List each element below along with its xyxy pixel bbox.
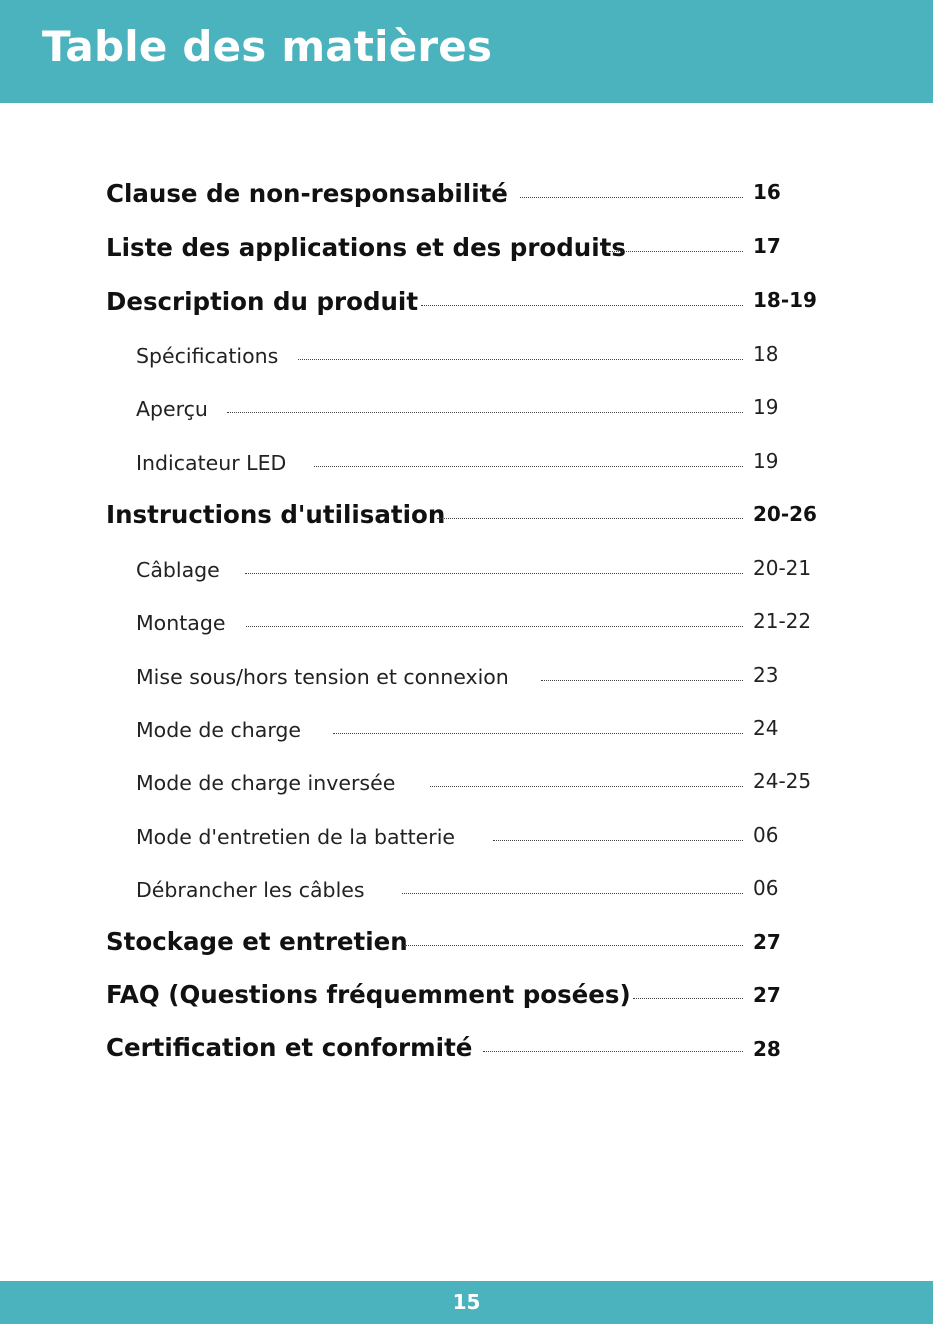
toc-entry-label: FAQ (Questions fréquemment posées)	[106, 980, 631, 1009]
toc-entry-label: Instructions d'utilisation	[106, 500, 446, 529]
toc-entry-montage[interactable]	[0, 608, 933, 638]
toc-dot-leader	[430, 786, 743, 787]
toc-entry-label: Clause de non-responsabilité	[106, 179, 508, 208]
toc-entry-charge-inversee[interactable]	[0, 768, 933, 798]
toc-entry-debrancher[interactable]	[0, 875, 933, 905]
toc-entry-label: Stockage et entretien	[106, 927, 408, 956]
toc-page-number: 06	[753, 876, 779, 900]
toc-entry-label: Mode de charge inversée	[136, 771, 396, 795]
toc-page-number: 23	[753, 663, 779, 687]
toc-page-number: 19	[753, 449, 779, 473]
toc-entry-label: Description du produit	[106, 287, 419, 316]
toc-dot-leader	[314, 466, 743, 467]
toc-page-number: 27	[753, 983, 781, 1007]
toc-entry-mise-sous-tension[interactable]	[0, 662, 933, 692]
toc-entry-label: Certification et conformité	[106, 1033, 473, 1062]
toc-dot-leader	[404, 945, 743, 946]
toc-page-number: 28	[753, 1037, 781, 1061]
toc-dot-leader	[402, 893, 743, 894]
toc-entry-label: Indicateur LED	[136, 451, 287, 475]
toc-entry-faq[interactable]	[0, 980, 933, 1010]
toc-page-number: 16	[753, 180, 781, 204]
toc-dot-leader	[483, 1051, 743, 1052]
toc-entry-description[interactable]	[0, 287, 933, 317]
toc-dot-leader	[246, 626, 743, 627]
toc-dot-leader	[333, 733, 743, 734]
toc-entry-label: Mise sous/hors tension et connexion	[136, 665, 509, 689]
toc-dot-leader	[227, 412, 743, 413]
toc-page-number: 24-25	[753, 769, 812, 793]
toc-entry-certification[interactable]	[0, 1033, 933, 1063]
toc-dot-leader	[437, 518, 743, 519]
toc-entry-stockage[interactable]	[0, 927, 933, 957]
toc-page-number: 20-21	[753, 556, 812, 580]
toc-dot-leader	[520, 197, 743, 198]
toc-entry-label: Montage	[136, 611, 226, 635]
toc-entry-label: Mode d'entretien de la batterie	[136, 825, 456, 849]
toc-page-number: 21-22	[753, 609, 812, 633]
toc-entry-instructions[interactable]	[0, 500, 933, 530]
page-footer	[0, 1281, 933, 1324]
toc-dot-leader	[245, 573, 743, 574]
toc-page-number: 17	[753, 234, 781, 258]
toc-entry-clause[interactable]	[0, 179, 933, 209]
toc-entry-apercu[interactable]	[0, 394, 933, 424]
toc-page-number: 18	[753, 342, 779, 366]
toc-entry-label: Débrancher les câbles	[136, 878, 365, 902]
toc-entry-cablage[interactable]	[0, 555, 933, 585]
toc-dot-leader	[421, 305, 743, 306]
toc-page-number: 20-26	[753, 502, 817, 526]
toc-entry-indicateur-led[interactable]	[0, 448, 933, 478]
toc-dot-leader	[633, 998, 743, 999]
toc-dot-leader	[298, 359, 743, 360]
toc-dot-leader	[493, 840, 743, 841]
toc-entry-mode-de-charge[interactable]	[0, 715, 933, 745]
toc-page-number: 06	[753, 823, 779, 847]
toc-page-number: 24	[753, 716, 779, 740]
page-number: 15	[452, 1290, 481, 1314]
toc-page-number: 19	[753, 395, 779, 419]
page-title: Table des matières	[42, 22, 493, 71]
toc-entry-label: Aperçu	[136, 397, 208, 421]
toc-entry-label: Câblage	[136, 558, 220, 582]
toc-dot-leader	[609, 251, 743, 252]
toc-page-number: 27	[753, 930, 781, 954]
toc-entry-label: Mode de charge	[136, 718, 302, 742]
toc-page-number: 18-19	[753, 288, 817, 312]
toc-entry-label: Spécifications	[136, 344, 279, 368]
toc-entry-entretien-batterie[interactable]	[0, 822, 933, 852]
toc-entry-liste[interactable]	[0, 233, 933, 263]
toc-dot-leader	[541, 680, 743, 681]
toc-entry-specifications[interactable]	[0, 341, 933, 371]
toc-entry-label: Liste des applications et des produits	[106, 233, 626, 262]
